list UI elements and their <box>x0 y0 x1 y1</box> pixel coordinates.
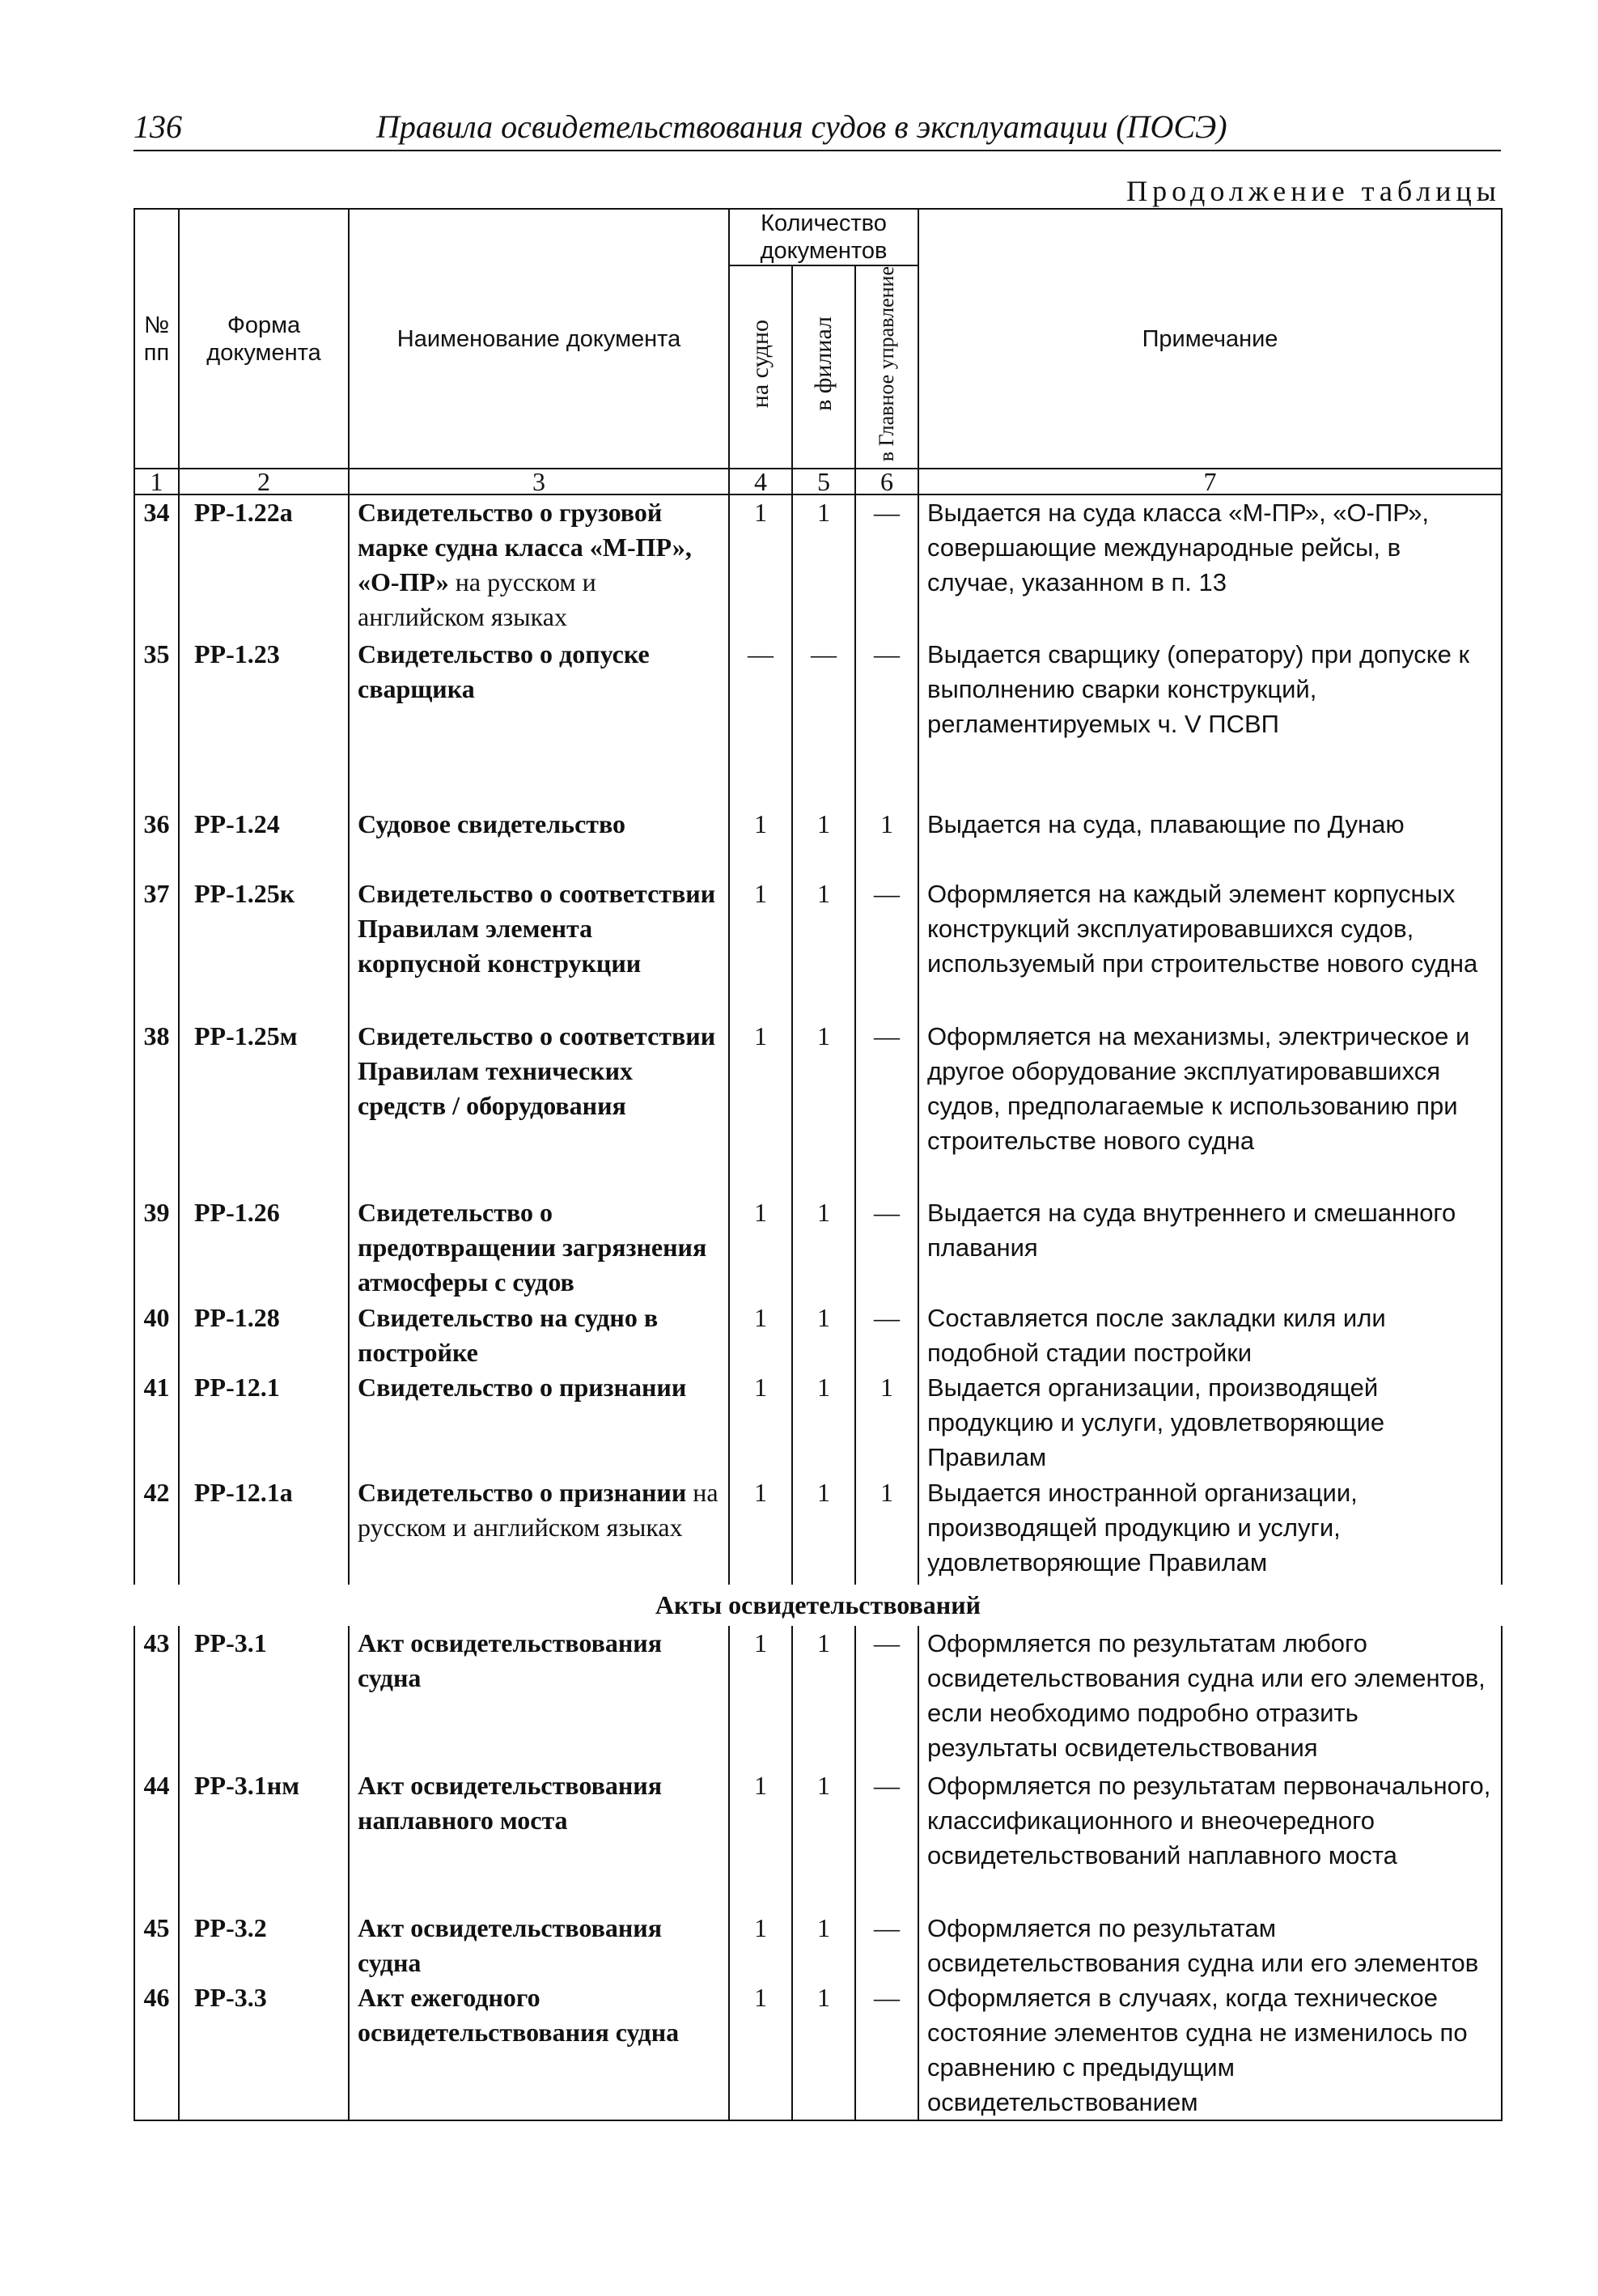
row-qty-hq: — <box>855 1768 918 1911</box>
col-number: 5 <box>792 469 855 494</box>
row-document-name <box>349 1768 729 1911</box>
row-note: Оформляется на механизмы, электрическое и другое оборудование эксплуатировавшихся судов, предполагаемые к использованию при строительстве нового судна <box>918 1019 1502 1195</box>
row-document-name <box>349 1626 729 1768</box>
row-document-name <box>349 1980 729 2120</box>
row-note: Выдается на суда внутреннего и смешанного плавания <box>918 1195 1502 1301</box>
row-note: Оформляется на каждый элемент корпусных конструкций эксплуатировавшихся судов, используемый при строительстве нового судна <box>918 876 1502 1019</box>
row-qty-branch: 1 <box>792 807 855 876</box>
row-note: Оформляется по результатам любого освидетельствования судна или его элементов, если необходимо подробно отразить результаты освидетельствования <box>918 1626 1502 1768</box>
col-header-no: № пп <box>134 209 179 469</box>
row-name-bold: Свидетельство о признании <box>358 1478 687 1508</box>
row-number: 40 <box>134 1301 179 1370</box>
row-name-bold: Судовое свидетельство <box>358 809 626 839</box>
table-row <box>134 637 1502 807</box>
row-form-code: РР-1.25к <box>179 876 349 1019</box>
col-header-qty: Количество документов <box>729 209 918 265</box>
col-header-ship: на судно <box>747 319 774 409</box>
row-note: Выдается иностранной организации, производящей продукцию и услуги, удовлетворяющие Правилам <box>918 1475 1502 1585</box>
row-qty-hq: — <box>855 637 918 807</box>
row-qty-hq: 1 <box>855 807 918 876</box>
table-row <box>134 1768 1502 1911</box>
table-row <box>134 494 1502 637</box>
col-header-form: Форма документа <box>179 209 349 469</box>
table-row <box>134 1370 1502 1475</box>
col-number: 2 <box>179 469 349 494</box>
row-qty-branch: 1 <box>792 1768 855 1911</box>
row-qty-branch: 1 <box>792 1475 855 1585</box>
row-number: 46 <box>134 1980 179 2120</box>
row-document-name <box>349 1370 729 1475</box>
row-name-bold: Акт освидетельствования судна <box>358 1913 663 1978</box>
row-form-code: РР-1.23 <box>179 637 349 807</box>
row-number: 42 <box>134 1475 179 1585</box>
row-document-name <box>349 1911 729 1980</box>
row-number: 38 <box>134 1019 179 1195</box>
row-form-code: РР-3.1нм <box>179 1768 349 1911</box>
section-title: Акты освидетельствований <box>655 1590 981 1620</box>
row-qty-hq: — <box>855 1301 918 1370</box>
row-qty-ship: 1 <box>729 807 792 876</box>
row-form-code: РР-1.25м <box>179 1019 349 1195</box>
row-document-name <box>349 1195 729 1301</box>
row-qty-branch: 1 <box>792 1301 855 1370</box>
row-number: 44 <box>134 1768 179 1911</box>
row-qty-hq: 1 <box>855 1475 918 1585</box>
row-note: Оформляется по результатам освидетельствования судна или его элементов <box>918 1911 1502 1980</box>
row-name-plain: на русском и английском языках <box>358 1478 718 1543</box>
col-number: 3 <box>349 469 729 494</box>
row-document-name <box>349 494 729 637</box>
row-number: 37 <box>134 876 179 1019</box>
row-form-code: РР-1.28 <box>179 1301 349 1370</box>
row-qty-ship: 1 <box>729 494 792 637</box>
row-name-bold: Акт освидетельствования наплавного моста <box>358 1771 663 1836</box>
row-qty-ship: 1 <box>729 1626 792 1768</box>
row-qty-branch: 1 <box>792 1911 855 1980</box>
row-name-bold: Свидетельство на судно в постройке <box>358 1303 659 1368</box>
row-document-name <box>349 876 729 1019</box>
row-form-code: РР-1.24 <box>179 807 349 876</box>
row-qty-ship: 1 <box>729 1370 792 1475</box>
row-number: 45 <box>134 1911 179 1980</box>
row-note: Выдается на суда класса «М-ПР», «О-ПР», совершающие международные рейсы, в случае, указанном в п. 13 <box>918 494 1502 637</box>
row-qty-hq: — <box>855 1626 918 1768</box>
row-name-bold: Свидетельство о признании <box>358 1373 687 1403</box>
col-header-note: Примечание <box>918 209 1502 469</box>
row-qty-ship: — <box>729 637 792 807</box>
row-qty-ship: 1 <box>729 1980 792 2120</box>
col-number: 7 <box>918 469 1502 494</box>
row-qty-hq: — <box>855 1911 918 1980</box>
table-row <box>134 1911 1502 1980</box>
documents-table <box>134 208 1503 2121</box>
row-qty-ship: 1 <box>729 1475 792 1585</box>
row-qty-hq: — <box>855 494 918 637</box>
row-name-bold: Свидетельство о грузовой марке судна класса «М-ПР», «О-ПР» <box>358 498 692 597</box>
row-document-name <box>349 807 729 876</box>
row-form-code: РР-12.1 <box>179 1370 349 1475</box>
row-qty-branch: — <box>792 637 855 807</box>
page-number: 136 <box>134 108 182 145</box>
row-qty-branch: 1 <box>792 1980 855 2120</box>
row-qty-ship: 1 <box>729 1768 792 1911</box>
row-qty-branch: 1 <box>792 1019 855 1195</box>
row-qty-hq: — <box>855 1980 918 2120</box>
row-name-bold: Свидетельство о соответствии Правилам элемента корпусной конструкции <box>358 879 716 978</box>
row-number: 34 <box>134 494 179 637</box>
col-number: 4 <box>729 469 792 494</box>
row-number: 35 <box>134 637 179 807</box>
row-document-name <box>349 1019 729 1195</box>
col-number: 6 <box>855 469 918 494</box>
row-qty-branch: 1 <box>792 494 855 637</box>
row-number: 43 <box>134 1626 179 1768</box>
row-qty-hq: 1 <box>855 1370 918 1475</box>
col-header-hq: в Главное управление <box>875 266 898 462</box>
row-name-bold: Акт освидетельствования судна <box>358 1628 663 1693</box>
row-name-bold: Акт ежегодного освидетельствования судна <box>358 1983 680 2048</box>
row-document-name <box>349 637 729 807</box>
page-title: Правила освидетельствования судов в эксплуатации (ПОСЭ) <box>376 108 1227 145</box>
col-header-branch: в филиал <box>810 316 837 411</box>
row-qty-branch: 1 <box>792 1626 855 1768</box>
column-numbers-row <box>134 469 1502 494</box>
table-row <box>134 1195 1502 1301</box>
row-document-name <box>349 1301 729 1370</box>
table-row <box>134 1301 1502 1370</box>
row-note: Выдается организации, производящей продукцию и услуги, удовлетворяющие Правилам <box>918 1370 1502 1475</box>
row-name-bold: Свидетельство о допуске сварщика <box>358 639 650 704</box>
row-form-code: РР-3.3 <box>179 1980 349 2120</box>
table-row <box>134 807 1502 876</box>
row-qty-ship: 1 <box>729 1301 792 1370</box>
row-name-plain: на русском и английском языках <box>358 567 596 632</box>
row-name-bold: Свидетельство о предотвращении загрязнения атмосферы с судов <box>358 1198 707 1297</box>
row-qty-ship: 1 <box>729 1195 792 1301</box>
row-qty-branch: 1 <box>792 876 855 1019</box>
row-qty-branch: 1 <box>792 1370 855 1475</box>
row-note: Выдается на суда, плавающие по Дунаю <box>918 807 1502 876</box>
row-number: 39 <box>134 1195 179 1301</box>
row-form-code: РР-3.2 <box>179 1911 349 1980</box>
row-note: Выдается сварщику (оператору) при допуске к выполнению сварки конструкций, регламентируемых ч. V ПСВП <box>918 637 1502 807</box>
table-row <box>134 876 1502 1019</box>
col-header-name: Наименование документа <box>349 209 729 469</box>
row-document-name <box>349 1475 729 1585</box>
row-form-code: РР-1.26 <box>179 1195 349 1301</box>
row-qty-branch: 1 <box>792 1195 855 1301</box>
row-qty-hq: — <box>855 876 918 1019</box>
row-note: Оформляется по результатам первоначального, классификационного и внеочередного освидетельствований наплавного моста <box>918 1768 1502 1911</box>
table-row <box>134 1626 1502 1768</box>
row-qty-hq: — <box>855 1019 918 1195</box>
section-row <box>134 1585 1502 1626</box>
row-number: 41 <box>134 1370 179 1475</box>
table-row <box>134 1475 1502 1585</box>
row-qty-hq: — <box>855 1195 918 1301</box>
row-note: Оформляется в случаях, когда техническое состояние элементов судна не изменилось по сравнению с предыдущим освидетельствованием <box>918 1980 1502 2120</box>
row-qty-ship: 1 <box>729 1911 792 1980</box>
row-note: Составляется после закладки киля или подобной стадии постройки <box>918 1301 1502 1370</box>
table-row <box>134 1019 1502 1195</box>
row-qty-ship: 1 <box>729 1019 792 1195</box>
table-row <box>134 1980 1502 2120</box>
row-number: 36 <box>134 807 179 876</box>
row-name-bold: Свидетельство о соответствии Правилам технических средств / оборудования <box>358 1021 716 1121</box>
row-form-code: РР-1.22а <box>179 494 349 637</box>
row-qty-ship: 1 <box>729 876 792 1019</box>
continuation-label: Продолжение таблицы <box>1126 175 1501 207</box>
page-header <box>134 101 1501 151</box>
col-number: 1 <box>134 469 179 494</box>
row-form-code: РР-12.1а <box>179 1475 349 1585</box>
row-form-code: РР-3.1 <box>179 1626 349 1768</box>
